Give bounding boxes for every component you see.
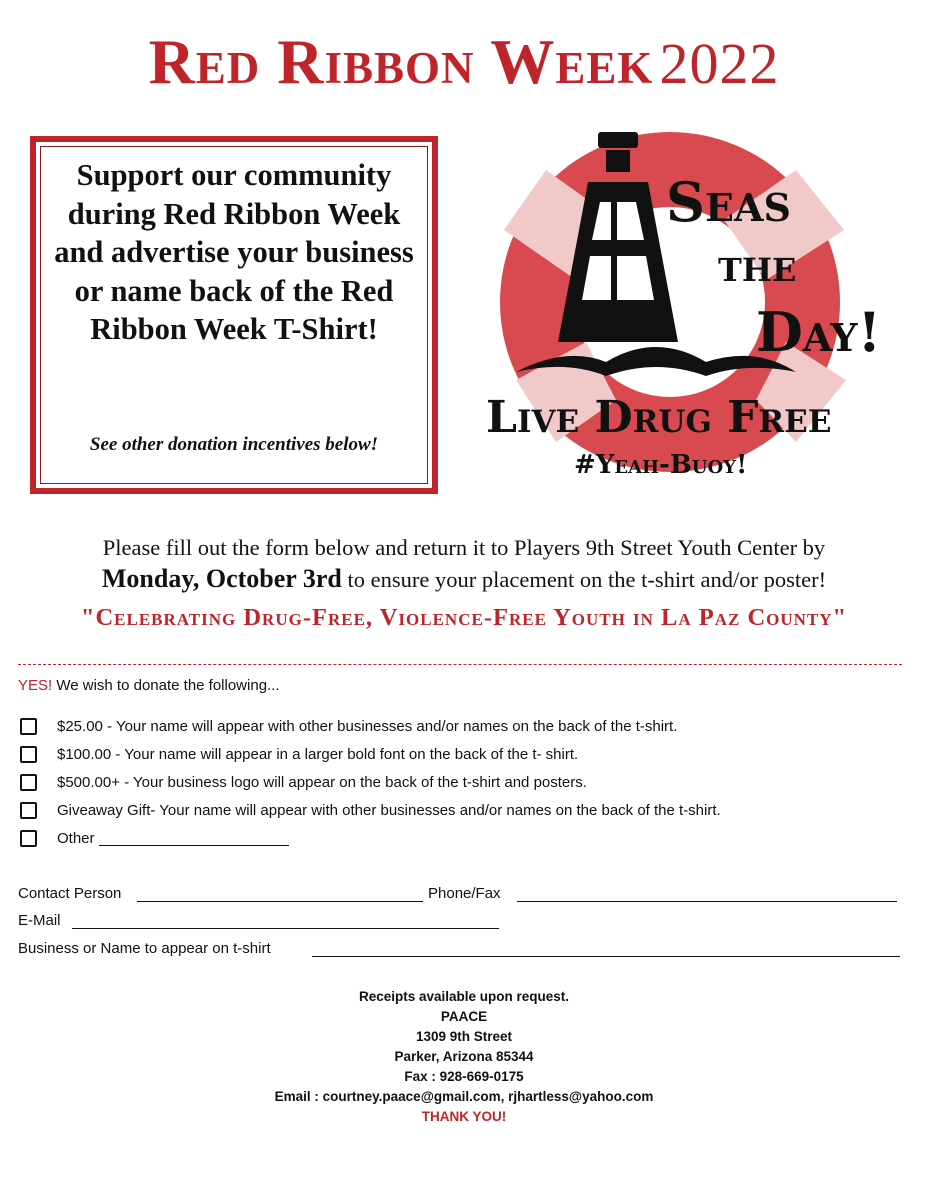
phone-fax-label: Phone/Fax	[428, 885, 501, 902]
title-year: 2022	[659, 31, 780, 96]
fax-number: Fax : 928-669-0175	[404, 1069, 524, 1084]
page-title	[0, 22, 928, 104]
option-description: - Your business logo will appear on the back of the t-shirt and posters.	[119, 774, 587, 791]
street-address: 1309 9th Street	[415, 1029, 513, 1044]
dashed-divider	[18, 664, 902, 665]
promo-headline: Support our community during Red Ribbon Week and advertise your business or name back of the Red Ribbon Week T-Shirt!	[54, 158, 414, 346]
yes-label: YES!	[18, 677, 53, 694]
instructions-line2-rest: to ensure your placement on the t-shirt and/or poster!	[341, 567, 827, 592]
title-main: Red Ribbon Week	[148, 26, 654, 97]
intro-text: We wish to donate the following...	[52, 677, 280, 694]
seas-the-day-logo	[456, 110, 896, 522]
footer	[0, 987, 928, 1127]
business-name-field[interactable]	[312, 956, 900, 957]
email-label: E-Mail	[18, 912, 61, 929]
logo-line-day: Day!	[756, 300, 882, 364]
promo-box	[30, 136, 438, 494]
option-amount: $500.00+	[57, 774, 120, 791]
deadline: Monday, October 3rd	[101, 564, 342, 593]
phone-fax-field[interactable]	[517, 901, 897, 902]
city-address: Parker, Arizona 85344	[394, 1049, 534, 1064]
checkbox[interactable]	[20, 718, 37, 735]
org-name: PAACE	[440, 1009, 488, 1024]
slogan: "Celebrating Drug-Free, Violence-Free Youth in La Paz County"	[80, 604, 848, 631]
logo-line-the: the	[718, 238, 797, 292]
option-amount: $25.00	[57, 718, 103, 735]
logo-tagline: Live Drug Free	[486, 392, 832, 443]
option-description: - Your name will appear in a larger bold font on the back of the t- shirt.	[111, 746, 579, 763]
contact-person-label: Contact Person	[18, 885, 122, 902]
receipts-note: Receipts available upon request.	[358, 989, 570, 1004]
option-amount: Other	[57, 830, 95, 847]
checkbox[interactable]	[20, 774, 37, 791]
checkbox[interactable]	[20, 802, 37, 819]
thank-you: THANK YOU!	[421, 1109, 507, 1124]
option-description: - Your name will appear with other businesses and/or names on the back of the t-shirt.	[102, 718, 678, 735]
instructions	[0, 532, 928, 595]
other-amount-field[interactable]	[99, 845, 289, 846]
instructions-line2	[0, 563, 928, 595]
logo-hashtag: #Yeah-Buoy!	[574, 450, 748, 480]
option-amount: Giveaway Gift	[57, 802, 151, 819]
logo-line-seas: Seas	[666, 170, 791, 234]
option-amount: $100.00	[57, 746, 112, 763]
contact-person-field[interactable]	[137, 901, 423, 902]
business-name-label: Business or Name to appear on t-shirt	[18, 940, 271, 957]
checkbox[interactable]	[20, 746, 37, 763]
promo-note: See other donation incentives below!	[89, 434, 379, 455]
donation-intro	[18, 677, 280, 694]
checkbox[interactable]	[20, 830, 37, 847]
instructions-line1: Please fill out the form below and return it to Players 9th Street Youth Center by	[102, 535, 826, 560]
email-field[interactable]	[72, 928, 499, 929]
option-description: - Your name will appear with other businesses and/or names on the back of the t-shirt.	[150, 802, 721, 819]
contact-email: Email : courtney.paace@gmail.com, rjhartless@yahoo.com	[274, 1089, 654, 1104]
